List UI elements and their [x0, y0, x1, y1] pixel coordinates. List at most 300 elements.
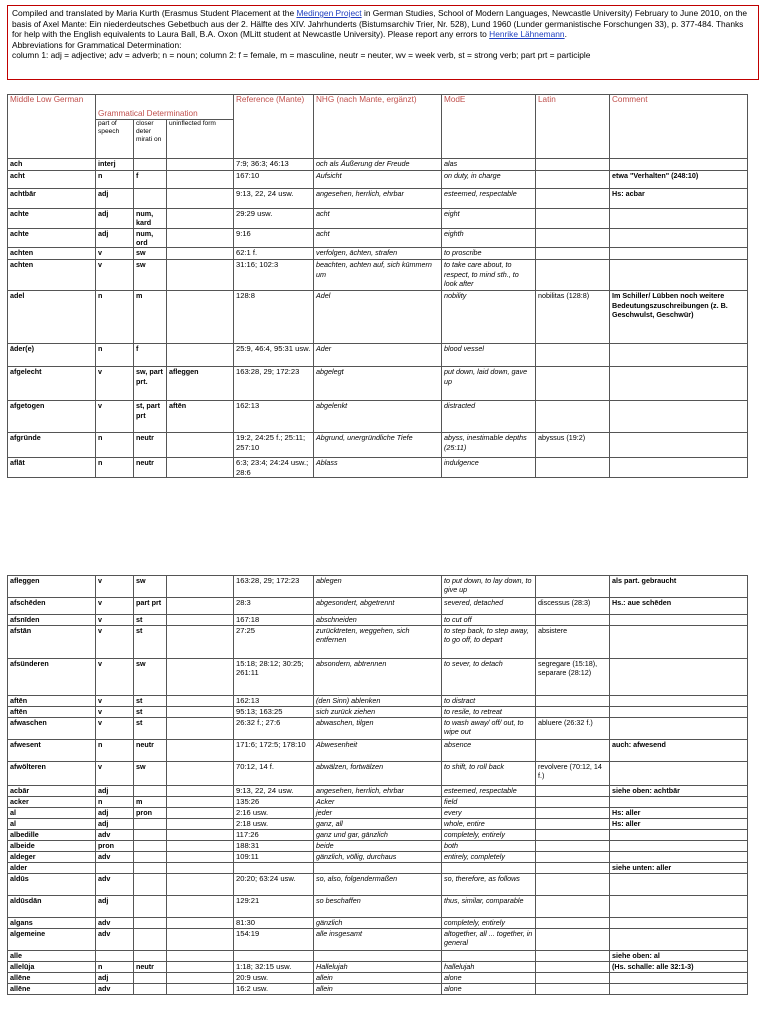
closer-determination-cell: sw — [134, 659, 167, 696]
table-row — [8, 291, 748, 344]
part-of-speech-cell: adj — [96, 819, 134, 830]
latin-cell — [536, 171, 610, 189]
mode-cell — [442, 863, 536, 874]
header-latin: Latin — [536, 95, 610, 159]
latin-cell: abyssus (19:2) — [536, 433, 610, 458]
header-middle-low-german: Middle Low German — [8, 95, 96, 159]
uninflected-form-cell — [167, 819, 234, 830]
mode-cell: distracted — [442, 401, 536, 433]
latin-cell — [536, 852, 610, 863]
latin-cell: nobilitas (128:8) — [536, 291, 610, 344]
lemma-cell: achte — [8, 229, 96, 248]
comment-cell — [610, 260, 748, 291]
header-grammatical-determination: Grammatical Determination — [96, 95, 234, 120]
latin-cell — [536, 367, 610, 401]
comment-cell — [610, 367, 748, 401]
comment-cell: (Hs. schalle: alle 32:1-3) — [610, 962, 748, 973]
mode-cell: blood vessel — [442, 344, 536, 367]
latin-cell — [536, 189, 610, 209]
uninflected-form-cell — [167, 626, 234, 659]
closer-determination-cell — [134, 951, 167, 962]
closer-determination-cell — [134, 984, 167, 995]
mode-cell: esteemed, respectable — [442, 189, 536, 209]
reference-cell: 171:6; 172:5; 178:10 — [234, 740, 314, 762]
table-row — [8, 159, 748, 171]
closer-determination-cell: st — [134, 707, 167, 718]
table-row — [8, 830, 748, 841]
nhg-cell: allein — [314, 973, 442, 984]
lemma-cell: afwölteren — [8, 762, 96, 786]
comment-cell — [610, 229, 748, 248]
lemma-cell: adel — [8, 291, 96, 344]
mode-cell: abyss, inestimable depths (25:11) — [442, 433, 536, 458]
part-of-speech-cell: v — [96, 248, 134, 260]
part-of-speech-cell: v — [96, 367, 134, 401]
part-of-speech-cell: v — [96, 762, 134, 786]
table-row — [8, 762, 748, 786]
part-of-speech-cell: n — [96, 433, 134, 458]
uninflected-form-cell — [167, 962, 234, 973]
lemma-cell: al — [8, 808, 96, 819]
part-of-speech-cell: n — [96, 458, 134, 478]
part-of-speech-cell: v — [96, 659, 134, 696]
mode-cell: alone — [442, 973, 536, 984]
lemma-cell: acbār — [8, 786, 96, 797]
reference-cell: 128:8 — [234, 291, 314, 344]
reference-cell: 6:3; 23:4; 24:24 usw.; 28:6 — [234, 458, 314, 478]
closer-determination-cell: sw — [134, 248, 167, 260]
part-of-speech-cell: adj — [96, 209, 134, 229]
nhg-cell: ganz, all — [314, 819, 442, 830]
uninflected-form-cell — [167, 808, 234, 819]
comment-cell — [610, 659, 748, 696]
comment-cell — [610, 929, 748, 951]
reference-cell: 154:19 — [234, 929, 314, 951]
mode-cell — [442, 951, 536, 962]
mode-cell: to wash away/ off/ out, to wipe out — [442, 718, 536, 740]
table-row — [8, 841, 748, 852]
uninflected-form-cell: aftēn — [167, 401, 234, 433]
comment-cell — [610, 433, 748, 458]
closer-determination-cell: st — [134, 626, 167, 659]
latin-cell — [536, 863, 610, 874]
henrike-laehnemann-link[interactable]: Henrike Lähnemann — [489, 29, 565, 40]
table-row — [8, 696, 748, 707]
closer-determination-cell: neutr — [134, 740, 167, 762]
table-row — [8, 367, 748, 401]
latin-cell — [536, 874, 610, 896]
nhg-cell: so beschaffen — [314, 896, 442, 918]
nhg-cell: sich zurück ziehen — [314, 707, 442, 718]
lemma-cell: afstān — [8, 626, 96, 659]
lemma-cell: achten — [8, 248, 96, 260]
closer-determination-cell — [134, 852, 167, 863]
table-row — [8, 171, 748, 189]
closer-determination-cell: st — [134, 718, 167, 740]
part-of-speech-cell: n — [96, 962, 134, 973]
lemma-cell: aftēn — [8, 696, 96, 707]
latin-cell — [536, 740, 610, 762]
reference-cell: 19:2, 24:25 f.; 25:11; 257:10 — [234, 433, 314, 458]
part-of-speech-cell: v — [96, 718, 134, 740]
mode-cell: whole, entire — [442, 819, 536, 830]
nhg-cell: Abgrund, unergründliche Tiefe — [314, 433, 442, 458]
mode-cell: to put down, to lay down, to give up — [442, 576, 536, 598]
nhg-cell: abwälzen, fortwälzen — [314, 762, 442, 786]
closer-determination-cell: st — [134, 696, 167, 707]
table-row — [8, 209, 748, 229]
comment-cell: siehe oben: al — [610, 951, 748, 962]
nhg-cell: acht — [314, 209, 442, 229]
nhg-cell — [314, 951, 442, 962]
latin-cell — [536, 808, 610, 819]
reference-cell: 20:20; 63:24 usw. — [234, 874, 314, 896]
nhg-cell: so, also, folgendermaßen — [314, 874, 442, 896]
lemma-cell: achte — [8, 209, 96, 229]
latin-cell: revolvere (70:12, 14 f.) — [536, 762, 610, 786]
closer-determination-cell — [134, 841, 167, 852]
part-of-speech-cell: adv — [96, 929, 134, 951]
table-row — [8, 576, 748, 598]
latin-cell — [536, 984, 610, 995]
mode-cell: to proscribe — [442, 248, 536, 260]
latin-cell: segregare (15:18), separare (28:12) — [536, 659, 610, 696]
nhg-cell: verfolgen, ächten, strafen — [314, 248, 442, 260]
closer-determination-cell: m — [134, 291, 167, 344]
lemma-cell: alle — [8, 951, 96, 962]
mode-cell: alas — [442, 159, 536, 171]
lemma-cell: al — [8, 819, 96, 830]
comment-cell: Hs: acbar — [610, 189, 748, 209]
nhg-cell: absondern, abtrennen — [314, 659, 442, 696]
nhg-cell: abwaschen, tilgen — [314, 718, 442, 740]
latin-cell — [536, 159, 610, 171]
closer-determination-cell: sw — [134, 260, 167, 291]
reference-cell: 7:9; 36:3; 46:13 — [234, 159, 314, 171]
nhg-cell — [314, 863, 442, 874]
part-of-speech-cell: n — [96, 797, 134, 808]
nhg-cell: abgelenkt — [314, 401, 442, 433]
part-of-speech-cell: n — [96, 291, 134, 344]
part-of-speech-cell: interj — [96, 159, 134, 171]
closer-determination-cell — [134, 159, 167, 171]
abbrev-title: Abbreviations for Grammatical Determination: — [12, 39, 182, 50]
table-row — [8, 808, 748, 819]
latin-cell — [536, 896, 610, 918]
latin-cell — [536, 819, 610, 830]
glossary-table-1 — [7, 94, 748, 478]
reference-cell: 1:18; 32:15 usw. — [234, 962, 314, 973]
table-row — [8, 740, 748, 762]
mode-cell: so, therefore, as follows — [442, 874, 536, 896]
part-of-speech-cell — [96, 951, 134, 962]
mode-cell: entirely, completely — [442, 852, 536, 863]
table-row — [8, 229, 748, 248]
lemma-cell: afgetogen — [8, 401, 96, 433]
nhg-cell: allein — [314, 984, 442, 995]
subheader-part-of-speech: part of speech — [96, 120, 134, 159]
mode-cell: hallelujah — [442, 962, 536, 973]
table-row — [8, 433, 748, 458]
part-of-speech-cell: adv — [96, 852, 134, 863]
latin-cell — [536, 576, 610, 598]
latin-cell — [536, 830, 610, 841]
comment-cell — [610, 874, 748, 896]
closer-determination-cell: sw — [134, 576, 167, 598]
part-of-speech-cell: adv — [96, 874, 134, 896]
latin-cell: discessus (28:3) — [536, 598, 610, 615]
part-of-speech-cell — [96, 863, 134, 874]
closer-determination-cell — [134, 929, 167, 951]
nhg-cell: Hallelujah — [314, 962, 442, 973]
subheader-uninflected-form: uninflected form — [167, 120, 234, 159]
part-of-speech-cell: n — [96, 171, 134, 189]
comment-cell: siehe unten: aller — [610, 863, 748, 874]
latin-cell — [536, 260, 610, 291]
closer-determination-cell: sw — [134, 762, 167, 786]
table-row — [8, 659, 748, 696]
comment-cell — [610, 626, 748, 659]
reference-cell — [234, 863, 314, 874]
mode-cell: both — [442, 841, 536, 852]
uninflected-form-cell — [167, 707, 234, 718]
table-row — [8, 401, 748, 433]
closer-determination-cell: num, kard — [134, 209, 167, 229]
part-of-speech-cell: adv — [96, 830, 134, 841]
reference-cell: 15:18; 28:12; 30:25; 261:11 — [234, 659, 314, 696]
uninflected-form-cell — [167, 929, 234, 951]
uninflected-form-cell — [167, 433, 234, 458]
latin-cell — [536, 615, 610, 626]
part-of-speech-cell: pron — [96, 841, 134, 852]
reference-cell: 26:32 f.; 27:6 — [234, 718, 314, 740]
part-of-speech-cell: v — [96, 260, 134, 291]
uninflected-form-cell — [167, 874, 234, 896]
lemma-cell: algans — [8, 918, 96, 929]
reference-cell: 62:1 f. — [234, 248, 314, 260]
latin-cell — [536, 918, 610, 929]
reference-cell: 162:13 — [234, 401, 314, 433]
closer-determination-cell — [134, 189, 167, 209]
medingen-project-link[interactable]: Medingen Project — [296, 8, 362, 18]
lemma-cell: aflāt — [8, 458, 96, 478]
header-row — [8, 95, 748, 120]
table-row — [8, 863, 748, 874]
table-row — [8, 929, 748, 951]
comment-cell: siehe oben: achtbār — [610, 786, 748, 797]
table-row — [8, 852, 748, 863]
reference-cell: 27:25 — [234, 626, 314, 659]
part-of-speech-cell: v — [96, 615, 134, 626]
lemma-cell: acker — [8, 797, 96, 808]
lemma-cell: aldeger — [8, 852, 96, 863]
closer-determination-cell — [134, 896, 167, 918]
comment-cell — [610, 762, 748, 786]
mode-cell: altogether, all ... together, in general — [442, 929, 536, 951]
part-of-speech-cell: adj — [96, 896, 134, 918]
uninflected-form-cell — [167, 344, 234, 367]
reference-cell: 109:11 — [234, 852, 314, 863]
reference-cell: 188:31 — [234, 841, 314, 852]
abbrev-text: column 1: adj = adjective; adv = adverb; n = noun; column 2: f = female, m = masculine, neutr = neuter, wv = week verb, st = strong verb; part prt = participle — [12, 50, 591, 61]
lemma-cell: allēne — [8, 984, 96, 995]
reference-cell: 70:12, 14 f. — [234, 762, 314, 786]
subheader-closer-determination: closer deter mirati on — [134, 120, 167, 159]
mode-cell: every — [442, 808, 536, 819]
reference-cell: 163:28, 29; 172:23 — [234, 576, 314, 598]
part-of-speech-cell: v — [96, 401, 134, 433]
table-row — [8, 458, 748, 478]
table-row — [8, 797, 748, 808]
nhg-cell: alle insgesamt — [314, 929, 442, 951]
mode-cell: completely, entirely — [442, 918, 536, 929]
comment-cell — [610, 344, 748, 367]
uninflected-form-cell — [167, 576, 234, 598]
mode-cell: to distract — [442, 696, 536, 707]
uninflected-form-cell — [167, 852, 234, 863]
comment-cell — [610, 696, 748, 707]
table-row — [8, 973, 748, 984]
part-of-speech-cell: adv — [96, 984, 134, 995]
uninflected-form-cell — [167, 762, 234, 786]
comment-cell — [610, 984, 748, 995]
uninflected-form-cell: afleggen — [167, 367, 234, 401]
comment-cell: Hs.: aue schēden — [610, 598, 748, 615]
glossary-table-2 — [7, 575, 748, 995]
nhg-cell: ganz und gar, gänzlich — [314, 830, 442, 841]
intro-text-continued: in German Studies, School of Modern Languages, Newcastle University) February to June 2010, on the basis of Axel Mante: Ein niederdeutsches Gebetbuch aus der 2. Hälfte des XIV. Jahrhunderts (Bistumsarchiv Trier, Nr. 528), Lund 1960 (Lunder germanistische Forschungen 33), p. 377-484. Thanks for help with the English equivalents to Laura Ball, B.A. Oxon (MLitt student at Newcastle University). Please report any errors to — [12, 8, 748, 40]
nhg-cell: Acker — [314, 797, 442, 808]
lemma-cell: alder — [8, 863, 96, 874]
comment-cell — [610, 896, 748, 918]
nhg-cell: abschneiden — [314, 615, 442, 626]
uninflected-form-cell — [167, 696, 234, 707]
lemma-cell: albeide — [8, 841, 96, 852]
latin-cell — [536, 951, 610, 962]
reference-cell: 29:29 usw. — [234, 209, 314, 229]
uninflected-form-cell — [167, 973, 234, 984]
reference-cell: 9:13, 22, 24 usw. — [234, 189, 314, 209]
comment-cell — [610, 159, 748, 171]
comment-cell — [610, 797, 748, 808]
closer-determination-cell — [134, 918, 167, 929]
nhg-cell: jeder — [314, 808, 442, 819]
reference-cell: 163:28, 29; 172:23 — [234, 367, 314, 401]
latin-cell — [536, 248, 610, 260]
closer-determination-cell: neutr — [134, 433, 167, 458]
nhg-cell: gänzlich — [314, 918, 442, 929]
latin-cell: abluere (26:32 f.) — [536, 718, 610, 740]
header-reference: Reference (Mante) — [234, 95, 314, 159]
comment-cell — [610, 852, 748, 863]
reference-cell: 9:13, 22, 24 usw. — [234, 786, 314, 797]
mode-cell: alone — [442, 984, 536, 995]
intro-credits — [12, 8, 754, 40]
lemma-cell: afgründe — [8, 433, 96, 458]
table-row — [8, 718, 748, 740]
comment-cell: Hs: aller — [610, 808, 748, 819]
nhg-cell: Ader — [314, 344, 442, 367]
nhg-cell: och als Äußerung der Freude — [314, 159, 442, 171]
table-row — [8, 896, 748, 918]
reference-cell: 167:10 — [234, 171, 314, 189]
closer-determination-cell — [134, 874, 167, 896]
mode-cell: severed, detached — [442, 598, 536, 615]
closer-determination-cell — [134, 830, 167, 841]
nhg-cell: Ablass — [314, 458, 442, 478]
reference-cell: 2:18 usw. — [234, 819, 314, 830]
reference-cell: 81:30 — [234, 918, 314, 929]
part-of-speech-cell: n — [96, 740, 134, 762]
table-row — [8, 951, 748, 962]
uninflected-form-cell — [167, 209, 234, 229]
lemma-cell: ach — [8, 159, 96, 171]
part-of-speech-cell: v — [96, 707, 134, 718]
table-row — [8, 626, 748, 659]
reference-cell: 95:13; 163:25 — [234, 707, 314, 718]
part-of-speech-cell: adj — [96, 808, 134, 819]
closer-determination-cell: num, ord — [134, 229, 167, 248]
closer-determination-cell — [134, 973, 167, 984]
lemma-cell: afsünderen — [8, 659, 96, 696]
reference-cell: 25:9, 46:4, 95:31 usw. — [234, 344, 314, 367]
mode-cell: thus, similar, comparable — [442, 896, 536, 918]
comment-cell — [610, 209, 748, 229]
reference-cell: 162:13 — [234, 696, 314, 707]
part-of-speech-cell: adj — [96, 973, 134, 984]
comment-cell — [610, 248, 748, 260]
reference-cell: 129:21 — [234, 896, 314, 918]
lemma-cell: achten — [8, 260, 96, 291]
uninflected-form-cell — [167, 896, 234, 918]
latin-cell — [536, 973, 610, 984]
table-row — [8, 962, 748, 973]
reference-cell: 135:26 — [234, 797, 314, 808]
comment-cell: Im Schiller/ Lübben noch weitere Bedeutungszuschreibungen (z. B. Geschwulst, Geschwür) — [610, 291, 748, 344]
intro-text: Compiled and translated by Maria Kurth (Erasmus Student Placement at the — [12, 8, 297, 18]
nhg-cell: beide — [314, 841, 442, 852]
table-row — [8, 874, 748, 896]
reference-cell: 167:18 — [234, 615, 314, 626]
closer-determination-cell: part prt — [134, 598, 167, 615]
latin-cell — [536, 786, 610, 797]
lemma-cell: algemeine — [8, 929, 96, 951]
table-row — [8, 786, 748, 797]
reference-cell: 2:16 usw. — [234, 808, 314, 819]
mode-cell: eight — [442, 209, 536, 229]
lemma-cell: afwaschen — [8, 718, 96, 740]
table-row — [8, 189, 748, 209]
comment-cell — [610, 830, 748, 841]
uninflected-form-cell — [167, 291, 234, 344]
uninflected-form-cell — [167, 229, 234, 248]
lemma-cell: afsnīden — [8, 615, 96, 626]
header-mode: ModE — [442, 95, 536, 159]
lemma-cell: allelūja — [8, 962, 96, 973]
nhg-cell: angesehen, herrlich, ehrbar — [314, 189, 442, 209]
uninflected-form-cell — [167, 718, 234, 740]
part-of-speech-cell: v — [96, 696, 134, 707]
table-row — [8, 984, 748, 995]
closer-determination-cell: f — [134, 171, 167, 189]
nhg-cell: gänzlich, völlig, durchaus — [314, 852, 442, 863]
mode-cell: to step back, to step away, to go off, to depart — [442, 626, 536, 659]
part-of-speech-cell: adj — [96, 229, 134, 248]
part-of-speech-cell: n — [96, 344, 134, 367]
part-of-speech-cell: adv — [96, 918, 134, 929]
latin-cell — [536, 841, 610, 852]
nhg-cell: (den Sinn) ablenken — [314, 696, 442, 707]
